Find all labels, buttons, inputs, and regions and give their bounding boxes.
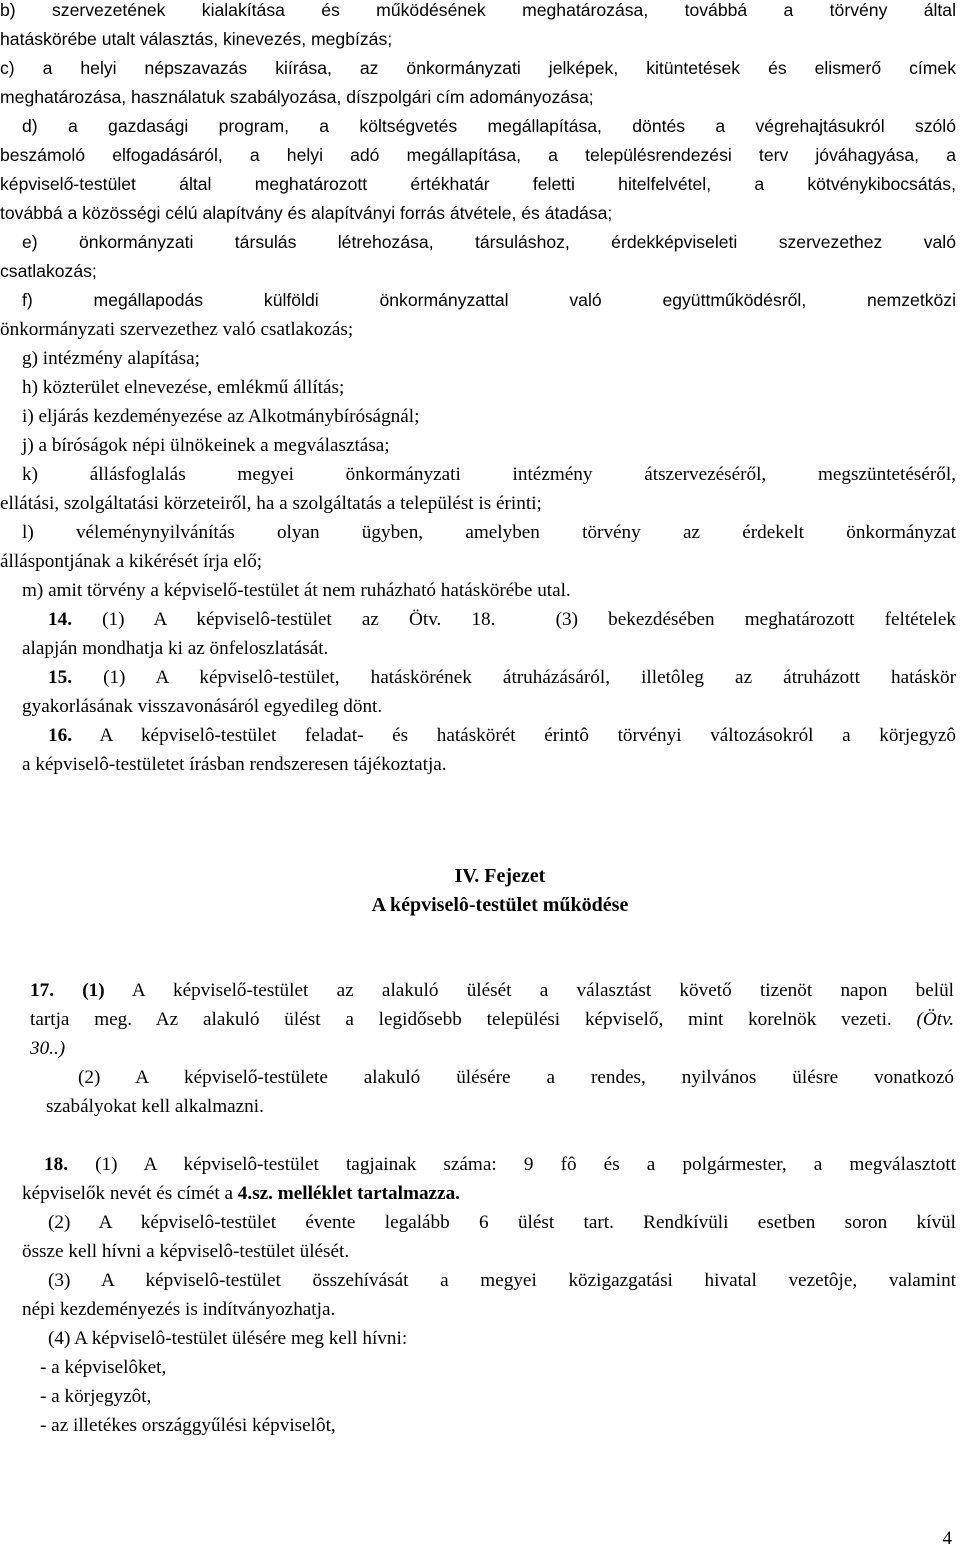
reference-text: (Ötv. bbox=[916, 1009, 954, 1030]
annex-reference: 4.sz. melléklet tartalmazza. bbox=[237, 1183, 460, 1204]
section-text: (1) A képviselô-testület az Ötv. 18. (3) bekezdésében meghatározott feltételek bbox=[71, 609, 956, 630]
text-line: képviselő-testület által meghatározott értékhatár feletti hitelfelvétel, a kötvénykibocsátás, bbox=[0, 174, 956, 194]
text-line: g) intézmény alapítása; bbox=[22, 348, 200, 369]
section-number: 17. bbox=[30, 980, 54, 1001]
text-line: m) amit törvény a képviselő-testület át nem ruházható hatáskörébe utal. bbox=[22, 580, 571, 601]
section-text: A képviselô-testület feladat- és hatáskörét érintô törvényi változásokról a körjegyzô bbox=[71, 725, 956, 746]
section-text: képviselők nevét és címét a bbox=[22, 1183, 238, 1204]
text-line: szabályokat kell alkalmazni. bbox=[46, 1096, 264, 1117]
text-line: (3) A képviselô-testület összehívását a megyei közigazgatási hivatal vezetôje, valamint bbox=[48, 1270, 956, 1291]
text-line bbox=[48, 721, 956, 750]
list-item: - a körjegyzôt, bbox=[40, 1386, 152, 1407]
text-line: (2) A képviselô-testület évente legalább 6 ülést tart. Rendkívüli esetben soron kívül bbox=[48, 1212, 956, 1233]
text-line: gyakorlásának visszavonásáról egyedileg dönt. bbox=[22, 696, 383, 717]
text-line: (2) A képviselő-testülete alakuló ülésére a rendes, nyilvános ülésre vonatkozó bbox=[78, 1067, 954, 1088]
text-line: c) a helyi népszavazás kiírása, az önkormányzati jelképek, kitüntetések és elismerő címek bbox=[0, 58, 956, 78]
text-line: h) közterület elnevezése, emlékmű állítás; bbox=[22, 377, 345, 398]
text-line: össze kell hívni a képviselô-testület ülését. bbox=[22, 1241, 350, 1262]
list-item: - a képviselôket, bbox=[40, 1357, 167, 1378]
text-line: d) a gazdasági program, a költségvetés megállapítása, döntés a végrehajtásukról szóló bbox=[22, 116, 956, 136]
list-item: - az illetékes országgyűlési képviselôt, bbox=[40, 1415, 336, 1436]
section-number: 14. bbox=[48, 609, 72, 630]
text-line: l) véleménynyilvánítás olyan ügyben, amelyben törvény az érdekelt önkormányzat bbox=[22, 522, 956, 543]
text-line: önkormányzati szervezethez való csatlakozás; bbox=[0, 319, 354, 340]
section-text: (1) A képviselô-testület tagjainak száma: 9 fô és a polgármester, a megválasztott bbox=[67, 1154, 956, 1175]
text-line bbox=[44, 1150, 956, 1179]
text-line: beszámoló elfogadásáról, a helyi adó megállapítása, a településrendezési terv jóváhagyása, a bbox=[0, 145, 956, 165]
text-line: népi kezdeményezés is indítványozhatja. bbox=[22, 1299, 336, 1320]
text-line: hatáskörébe utalt választás, kinevezés, megbízás; bbox=[0, 29, 393, 49]
text-line: i) eljárás kezdeményezése az Alkotmánybíróságnál; bbox=[22, 406, 420, 427]
text-line: ellátási, szolgáltatási körzeteiről, ha a szolgáltatás a települést is érinti; bbox=[0, 493, 542, 514]
text-line: csatlakozás; bbox=[0, 261, 97, 281]
text-line: k) állásfoglalás megyei önkormányzati intézmény átszervezéséről, megszüntetéséről, bbox=[22, 464, 956, 485]
paragraph-number: (1) bbox=[53, 980, 105, 1001]
section-text: tartja meg. Az alakuló ülést a legidősebb települési képviselő, mint korelnök vezeti. bbox=[30, 1009, 917, 1030]
reference-text: 30..) bbox=[30, 1038, 66, 1059]
section-number: 15. bbox=[48, 667, 72, 688]
page-number: 4 bbox=[942, 1528, 952, 1549]
text-line bbox=[22, 1179, 960, 1208]
text-line bbox=[48, 663, 956, 692]
chapter-title: A képviselô-testület működése bbox=[371, 894, 629, 916]
text-line: j) a bíróságok népi ülnökeinek a megválasztása; bbox=[22, 435, 390, 456]
text-line bbox=[30, 1005, 954, 1034]
section-text: A képviselő-testület az alakuló ülését a választást követő tizenöt napon belül bbox=[104, 980, 955, 1001]
chapter-number: IV. Fejezet bbox=[454, 865, 546, 887]
text-line: továbbá a közösségi célú alapítvány és alapítványi forrás átvétele, és átadása; bbox=[0, 203, 613, 223]
text-line: e) önkormányzati társulás létrehozása, társuláshoz, érdekképviseleti szervezethez való bbox=[22, 232, 956, 252]
text-line: a képviselô-testületet írásban rendszeresen tájékoztatja. bbox=[22, 754, 447, 775]
text-line bbox=[48, 605, 956, 634]
text-line: (4) A képviselô-testület ülésére meg kell hívni: bbox=[48, 1328, 408, 1349]
text-line: alapján mondhatja ki az önfeloszlatását. bbox=[22, 638, 329, 659]
section-number: 16. bbox=[48, 725, 72, 746]
text-line: meghatározása, használatuk szabályozása, díszpolgári cím adományozása; bbox=[0, 87, 594, 107]
section-text: (1) A képviselô-testület, hatáskörének átruházásáról, illetôleg az átruházott hatáskör bbox=[71, 667, 956, 688]
section-number: 18. bbox=[44, 1154, 68, 1175]
text-line: b) szervezetének kialakítása és működésének meghatározása, továbbá a törvény által bbox=[0, 0, 956, 20]
text-line: f) megállapodás külföldi önkormányzattal való együttműködésről, nemzetközi bbox=[22, 290, 956, 310]
text-line bbox=[30, 976, 954, 1005]
text-line: álláspontjának a kikérését írja elő; bbox=[0, 551, 263, 572]
